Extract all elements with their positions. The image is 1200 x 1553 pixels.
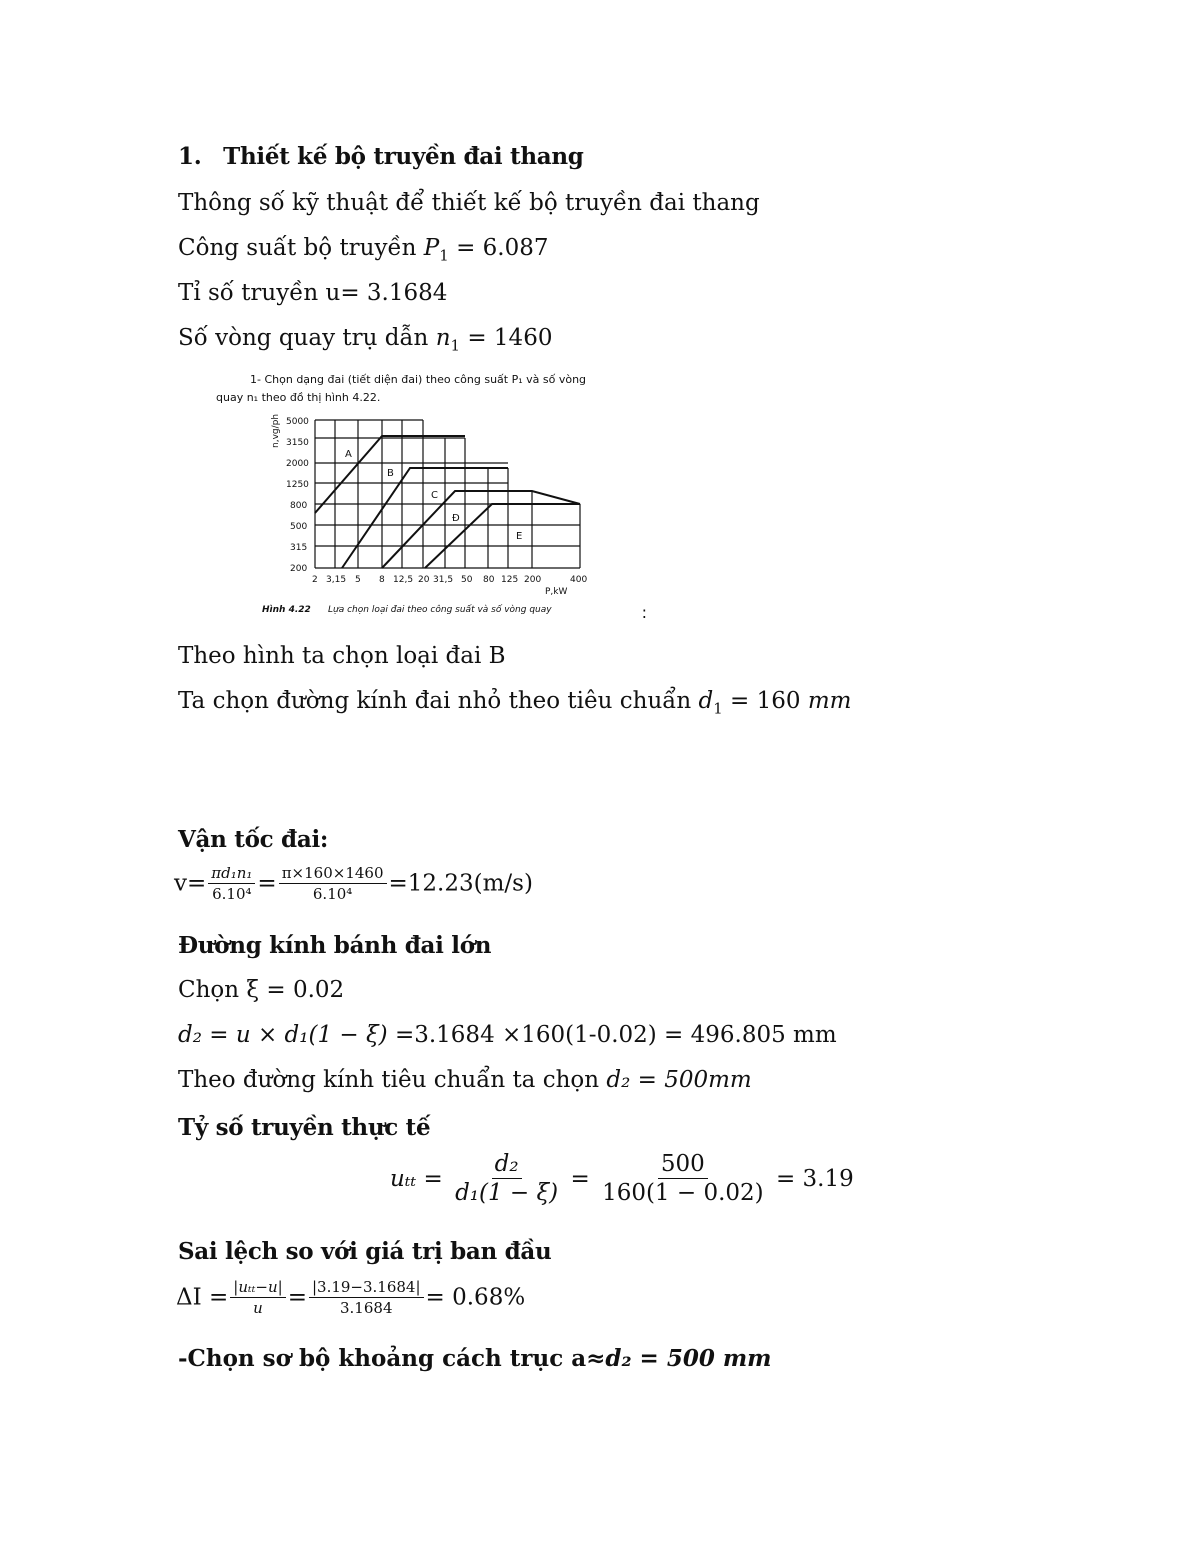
y-tick: 500 bbox=[290, 522, 308, 532]
power-value: = 6.087 bbox=[456, 235, 549, 261]
small-diameter-unit: mm bbox=[807, 688, 852, 714]
deviation-f2-num: |3.19−3.1684| bbox=[309, 1280, 424, 1298]
actual-ratio-f2-den: 160(1 − 0.02) bbox=[602, 1180, 764, 1206]
figure-caption-line2: quay n₁ theo đồ thị hình 4.22. bbox=[216, 391, 381, 404]
power-label: Công suất bộ truyền bbox=[178, 235, 417, 261]
y-tick: 200 bbox=[290, 564, 308, 574]
intro-line: Thông số kỹ thuật để thiết kế bộ truyền đai thang bbox=[178, 190, 760, 216]
x-tick: 400 bbox=[570, 575, 588, 585]
x-tick: 2 bbox=[312, 575, 318, 585]
section-number: 1. bbox=[178, 143, 202, 170]
actual-ratio-formula bbox=[390, 1153, 854, 1205]
small-diameter-text: Ta chọn đường kính đai nhỏ theo tiêu chuẩn bbox=[178, 688, 692, 714]
actual-ratio-heading: Tỷ số truyền thực tế bbox=[178, 1114, 431, 1141]
belt-selection-figure bbox=[210, 368, 650, 620]
y-tick: 1250 bbox=[286, 480, 309, 490]
deviation-eq: = bbox=[287, 1284, 307, 1311]
velocity-eq: = bbox=[257, 870, 277, 897]
x-tick: 20 bbox=[418, 575, 430, 585]
velocity-f2-num: π×160×1460 bbox=[279, 866, 387, 884]
small-diameter-line bbox=[178, 688, 851, 718]
deviation-f1-num: |uₜₜ−u| bbox=[230, 1280, 285, 1298]
speed-line bbox=[178, 325, 552, 355]
deviation-f1-den: u bbox=[253, 1299, 263, 1317]
speed-var: n bbox=[435, 325, 451, 351]
velocity-f2-den: 6.10⁴ bbox=[312, 885, 353, 903]
y-tick: 2000 bbox=[286, 459, 309, 469]
zone-label: E bbox=[516, 531, 523, 542]
big-pulley-heading: Đường kính bánh đai lớn bbox=[178, 932, 492, 959]
velocity-formula bbox=[174, 866, 533, 902]
y-tick: 800 bbox=[290, 501, 308, 511]
x-tick: 8 bbox=[379, 575, 385, 585]
x-axis-label: P,kW bbox=[545, 587, 568, 597]
velocity-fraction-1 bbox=[208, 866, 255, 902]
actual-ratio-f1-num: d₂ bbox=[492, 1153, 522, 1179]
belt-type-choice: Theo hình ta chọn loại đai B bbox=[178, 643, 506, 669]
axis-distance-line bbox=[178, 1345, 772, 1372]
d2-standard-value: d₂ = 500mm bbox=[606, 1067, 752, 1093]
actual-ratio-result: = 3.19 bbox=[775, 1166, 854, 1192]
y-tick: 315 bbox=[290, 543, 308, 553]
x-tick: 31,5 bbox=[433, 575, 454, 585]
y-tick: 5000 bbox=[286, 417, 309, 427]
x-tick: 50 bbox=[461, 575, 473, 585]
figure-caption-line1: 1- Chọn dạng đai (tiết diện đai) theo công suất P₁ và số vòng bbox=[250, 373, 587, 386]
deviation-heading: Sai lệch so với giá trị ban đầu bbox=[178, 1238, 552, 1265]
actual-ratio-fraction-2 bbox=[599, 1153, 767, 1205]
figure-number: Hình 4.22 bbox=[262, 605, 311, 615]
speed-label: Số vòng quay trụ dẫn bbox=[178, 325, 429, 351]
power-var: P bbox=[423, 235, 440, 261]
power-sub: 1 bbox=[439, 246, 449, 265]
actual-ratio-f2-num: 500 bbox=[658, 1153, 708, 1179]
small-diameter-var: d bbox=[698, 688, 714, 714]
choose-xi-line: Chọn ξ = 0.02 bbox=[178, 977, 345, 1003]
deviation-fraction-1 bbox=[230, 1280, 285, 1316]
velocity-f1-num: πd₁n₁ bbox=[208, 866, 255, 884]
d2-standard-line bbox=[178, 1067, 752, 1093]
section-title: Thiết kế bộ truyền đai thang bbox=[223, 143, 584, 170]
deviation-result: = 0.68% bbox=[425, 1284, 526, 1311]
velocity-lhs: v= bbox=[174, 870, 207, 897]
actual-ratio-f1-den: d₁(1 − ξ) bbox=[455, 1180, 559, 1206]
axis-distance-value: d₂ = 500 mm bbox=[605, 1345, 772, 1372]
section-heading bbox=[178, 143, 584, 170]
x-tick: 5 bbox=[355, 575, 361, 585]
velocity-fraction-2 bbox=[279, 866, 387, 902]
trailing-colon: : bbox=[641, 603, 647, 620]
ratio-line: Tỉ số truyền u= 3.1684 bbox=[178, 280, 448, 306]
y-axis-label: n,vg/ph bbox=[271, 413, 281, 448]
velocity-result: =12.23(m/s) bbox=[388, 870, 533, 897]
x-tick: 125 bbox=[501, 575, 519, 585]
deviation-fraction-2 bbox=[309, 1280, 424, 1316]
zone-label: Đ bbox=[452, 513, 460, 524]
zone-label: B bbox=[387, 468, 394, 479]
zone-boundaries bbox=[315, 436, 580, 568]
zone-label: A bbox=[345, 449, 352, 460]
zone-label: C bbox=[431, 490, 438, 501]
d2-formula-rhs: =3.1684 ×160(1-0.02) = 496.805 mm bbox=[394, 1022, 837, 1048]
small-diameter-sub: 1 bbox=[713, 699, 723, 718]
deviation-lhs: ΔI = bbox=[176, 1284, 229, 1311]
velocity-f1-den: 6.10⁴ bbox=[212, 885, 252, 903]
d2-standard-text: Theo đường kính tiêu chuẩn ta chọn bbox=[178, 1067, 600, 1093]
deviation-formula bbox=[176, 1280, 525, 1316]
actual-ratio-lhs: uₜₜ = bbox=[390, 1166, 443, 1192]
velocity-heading: Vận tốc đai: bbox=[178, 826, 329, 853]
power-line bbox=[178, 235, 549, 265]
d2-formula-line bbox=[178, 1022, 837, 1048]
axis-distance-text: -Chọn sơ bộ khoảng cách trục a≈ bbox=[178, 1345, 606, 1372]
d2-formula-lhs: d₂ = u × d₁(1 − ξ) bbox=[178, 1022, 388, 1048]
small-diameter-value: = 160 bbox=[730, 688, 801, 714]
actual-ratio-fraction-1 bbox=[452, 1153, 561, 1205]
x-tick: 12,5 bbox=[393, 575, 414, 585]
x-tick: 3,15 bbox=[326, 575, 347, 585]
speed-value: = 1460 bbox=[467, 325, 553, 351]
actual-ratio-eq: = bbox=[570, 1166, 590, 1192]
deviation-f2-den: 3.1684 bbox=[340, 1299, 393, 1317]
x-tick: 200 bbox=[524, 575, 542, 585]
x-tick: 80 bbox=[483, 575, 495, 585]
speed-sub: 1 bbox=[450, 336, 461, 355]
figure-caption: Lựa chọn loại đai theo công suất và số vòng quay bbox=[328, 605, 552, 615]
y-tick: 3150 bbox=[286, 438, 309, 448]
